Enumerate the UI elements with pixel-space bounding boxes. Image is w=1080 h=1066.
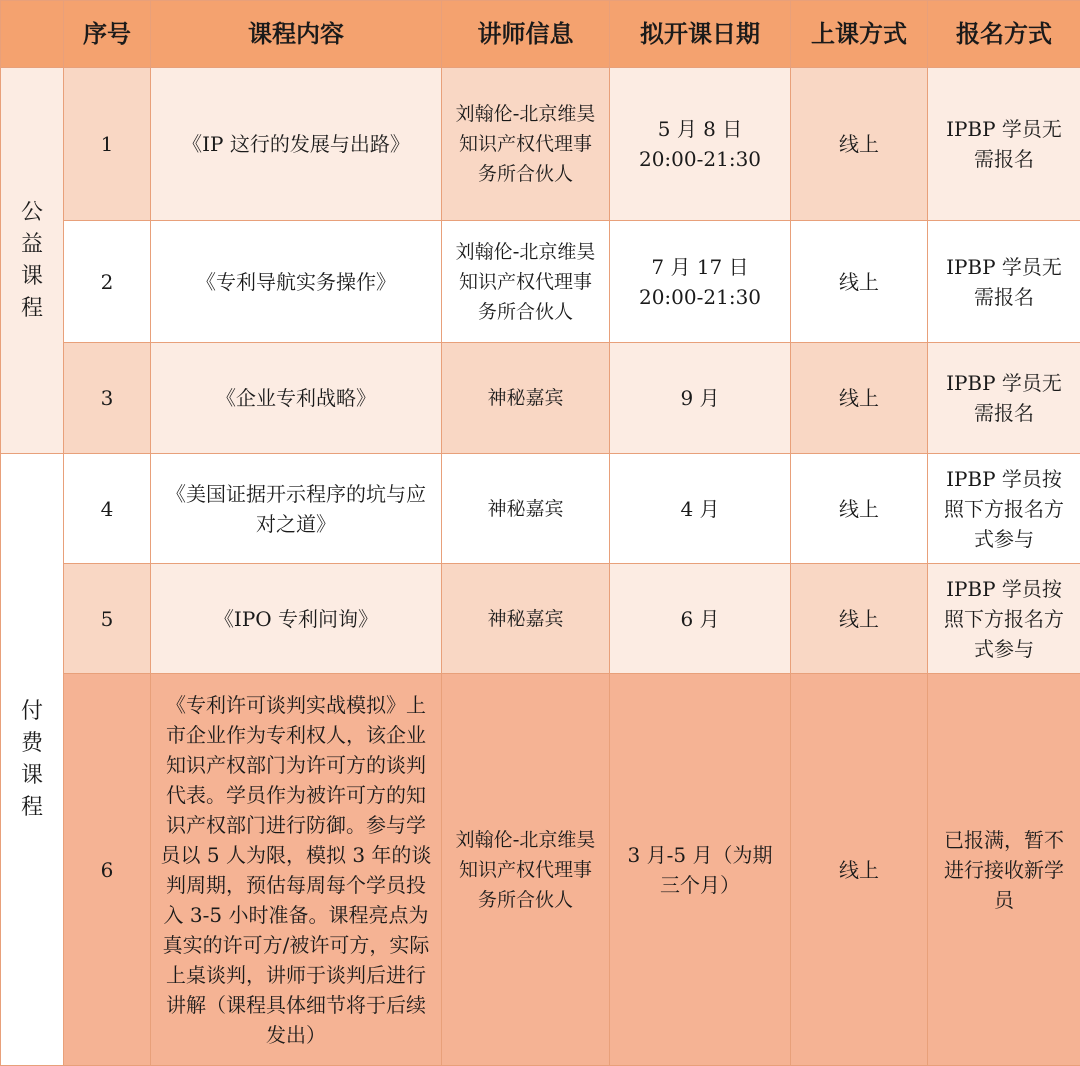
cell-mode: 线上 bbox=[791, 343, 928, 454]
cell-signup: IPBP 学员无需报名 bbox=[928, 68, 1080, 221]
cell-signup: IPBP 学员无需报名 bbox=[928, 221, 1080, 343]
cell-number: 2 bbox=[64, 221, 151, 343]
cell-signup: IPBP 学员按照下方报名方式参与 bbox=[928, 564, 1080, 674]
table-row bbox=[1, 343, 1080, 454]
cell-content: 《IPO 专利问询》 bbox=[151, 564, 442, 674]
cell-lecturer: 神秘嘉宾 bbox=[442, 564, 610, 674]
cell-date: 5 月 8 日 20:00-21:30 bbox=[610, 68, 791, 221]
cell-date: 7 月 17 日 20:00-21:30 bbox=[610, 221, 791, 343]
header-row bbox=[1, 1, 1080, 68]
header-content: 课程内容 bbox=[151, 1, 442, 68]
table-row bbox=[1, 674, 1080, 1066]
cell-content: 《专利导航实务操作》 bbox=[151, 221, 442, 343]
table-row bbox=[1, 564, 1080, 674]
cell-signup: 已报满，暂不进行接收新学员 bbox=[928, 674, 1080, 1066]
table-row bbox=[1, 221, 1080, 343]
cell-lecturer: 刘翰伦-北京维昊知识产权代理事务所合伙人 bbox=[442, 674, 610, 1066]
cell-lecturer: 神秘嘉宾 bbox=[442, 454, 610, 564]
cell-date: 4 月 bbox=[610, 454, 791, 564]
cell-signup: IPBP 学员无需报名 bbox=[928, 343, 1080, 454]
cell-date: 6 月 bbox=[610, 564, 791, 674]
table-row bbox=[1, 68, 1080, 221]
cell-date: 3 月-5 月（为期三个月） bbox=[610, 674, 791, 1066]
cell-mode: 线上 bbox=[791, 564, 928, 674]
cell-mode: 线上 bbox=[791, 674, 928, 1066]
cell-number: 6 bbox=[64, 674, 151, 1066]
cell-lecturer: 刘翰伦-北京维昊知识产权代理事务所合伙人 bbox=[442, 68, 610, 221]
category-label: 付费课程 bbox=[20, 698, 43, 820]
header-mode: 上课方式 bbox=[791, 1, 928, 68]
cell-number: 4 bbox=[64, 454, 151, 564]
cell-content: 《专利许可谈判实战模拟》上市企业作为专利权人，该企业知识产权部门为许可方的谈判代表。学员作为被许可方的知识产权部门进行防御。参与学员以 5 人为限，模拟 3 年的谈判周期，预估每周每个学员投入 3-5 小时准备。课程亮点为真实的许可方/被许可方，实际上桌谈判，讲师于谈判后进行讲解（课程具体细节将于后续发出） bbox=[151, 674, 442, 1066]
header-signup: 报名方式 bbox=[928, 1, 1080, 68]
cell-mode: 线上 bbox=[791, 454, 928, 564]
category-cell-paid bbox=[1, 454, 64, 1066]
cell-signup: IPBP 学员按照下方报名方式参与 bbox=[928, 454, 1080, 564]
cell-mode: 线上 bbox=[791, 221, 928, 343]
header-number: 序号 bbox=[64, 1, 151, 68]
table-row bbox=[1, 454, 1080, 564]
category-label: 公益课程 bbox=[20, 199, 43, 321]
header-date: 拟开课日期 bbox=[610, 1, 791, 68]
cell-mode: 线上 bbox=[791, 68, 928, 221]
cell-content: 《美国证据开示程序的坑与应对之道》 bbox=[151, 454, 442, 564]
header-category bbox=[1, 1, 64, 68]
cell-date: 9 月 bbox=[610, 343, 791, 454]
cell-lecturer: 神秘嘉宾 bbox=[442, 343, 610, 454]
cell-content: 《IP 这行的发展与出路》 bbox=[151, 68, 442, 221]
header-lecturer: 讲师信息 bbox=[442, 1, 610, 68]
cell-number: 1 bbox=[64, 68, 151, 221]
category-cell-public bbox=[1, 68, 64, 454]
cell-number: 5 bbox=[64, 564, 151, 674]
cell-number: 3 bbox=[64, 343, 151, 454]
cell-content: 《企业专利战略》 bbox=[151, 343, 442, 454]
cell-lecturer: 刘翰伦-北京维昊知识产权代理事务所合伙人 bbox=[442, 221, 610, 343]
